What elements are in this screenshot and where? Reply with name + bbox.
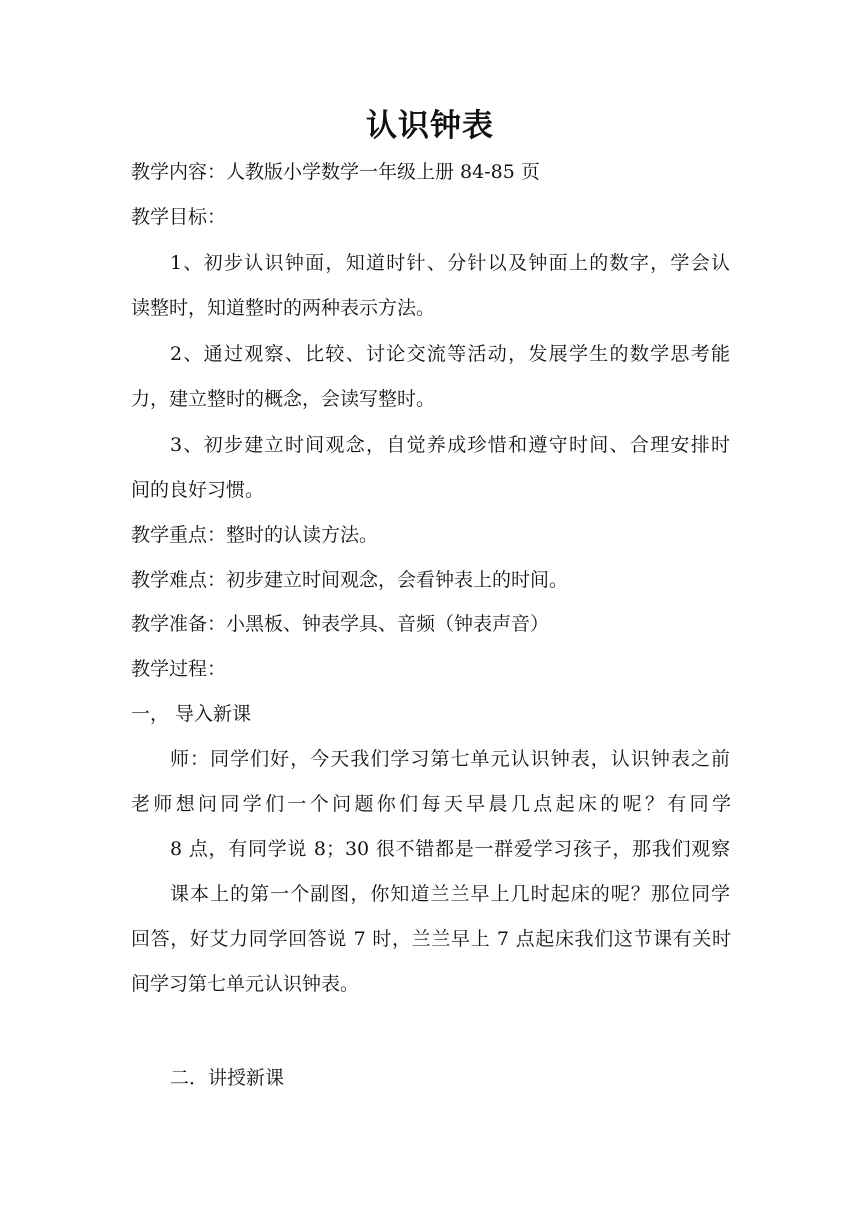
document-title: 认识钟表 [366,108,494,144]
teaching-preparation: 教学准备：小黑板、钟表学具、音频（钟表声音） [131,613,550,635]
section-1-heading: 一， 导入新课 [131,703,252,725]
paragraph-line-4: 课本上的第一个副图，你知道兰兰早上几时起床的呢？那位同学 [170,883,730,905]
teaching-difficulty: 教学难点：初步建立时间观念，会看钟表上的时间。 [131,569,569,591]
teaching-process-heading: 教学过程： [131,658,227,680]
goal-3-line-1: 3、初步建立时间观念，自觉养成珍惜和遵守时间、合理安排时 [170,434,730,456]
goal-3-line-2: 间的良好习惯。 [131,479,265,501]
goal-1-line-1: 1、初步认识钟面，知道时针、分针以及钟面上的数字，学会认 [170,252,730,274]
goal-2-line-1: 2、通过观察、比较、讨论交流等活动，发展学生的数学思考能 [170,343,730,365]
paragraph-line-1: 师：同学们好，今天我们学习第七单元认识钟表，认识钟表之前 [170,748,730,770]
teaching-goals-heading: 教学目标： [131,206,227,228]
goal-1-line-2: 读整时，知道整时的两种表示方法。 [131,297,436,319]
teaching-content-line: 教学内容：人教版小学数学一年级上册 84-85 页 [131,161,540,183]
paragraph-line-6: 间学习第七单元认识钟表。 [131,973,360,995]
goal-2-line-2: 力，建立整时的概念，会读写整时。 [131,388,436,410]
paragraph-line-2: 老师想问同学们一个问题你们每天早晨几点起床的呢？有同学 [131,793,731,815]
paragraph-line-5: 回答，好艾力同学回答说 7 时，兰兰早上 7 点起床我们这节课有关时 [131,928,731,950]
paragraph-line-3: 8 点，有同学说 8；30 很不错都是一群爱学习孩子，那我们观察 [170,838,730,860]
section-2-heading: 二．讲授新课 [170,1067,285,1089]
teaching-key-point: 教学重点：整时的认读方法。 [131,524,379,546]
